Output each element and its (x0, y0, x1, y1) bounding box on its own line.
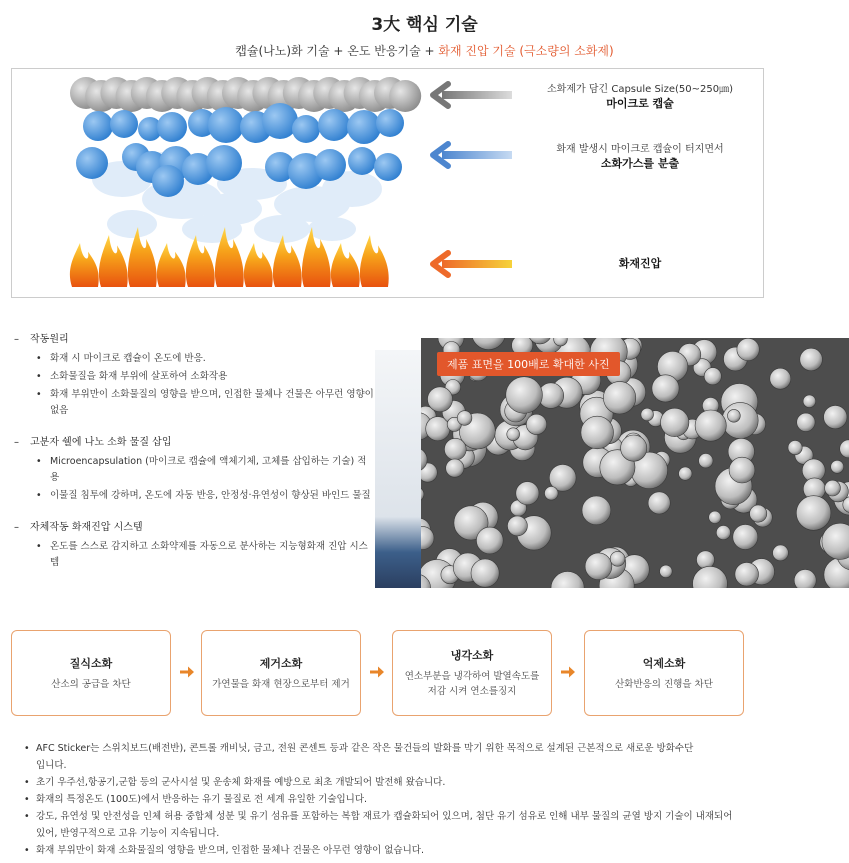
microsphere (709, 511, 721, 523)
page-subtitle (0, 42, 849, 59)
step-desc: 산소의 공급을 차단 (51, 679, 131, 690)
microsphere (797, 413, 815, 431)
microsphere (526, 414, 546, 434)
microsphere (803, 395, 816, 408)
microsphere (796, 496, 831, 531)
capsule-icon (347, 110, 381, 144)
principle-heading: – 자체작동 화재진압 시스템 (14, 522, 143, 533)
gas-cloud-icon (107, 210, 157, 238)
microsphere (831, 460, 844, 473)
flame-icon (99, 235, 128, 287)
arrow-capsule (433, 84, 512, 106)
microsphere (825, 480, 841, 496)
microsphere (699, 454, 713, 468)
capsule-icon (208, 107, 244, 143)
capsule-label (522, 83, 758, 111)
gas-label-line2: 소화가스를 분출 (600, 157, 680, 170)
microsphere (585, 553, 612, 580)
capsule-label-line1: 소화제가 담긴 Capsule Size(50~250㎛) (547, 84, 733, 95)
microsphere (506, 377, 543, 414)
microsphere (750, 505, 767, 522)
step-title: 억제소화 (642, 657, 686, 670)
microsphere (648, 492, 670, 514)
microsphere (788, 441, 802, 455)
principle-list (14, 454, 374, 504)
microsphere (471, 559, 499, 587)
microsphere (704, 368, 721, 385)
principle-block (14, 330, 374, 419)
step-title: 제거소화 (259, 657, 303, 670)
subtitle-highlight: 화재 진압 기술 (극소량의 소화제) (438, 44, 614, 58)
step-desc: 연소부분을 냉각하여 발열속도를 저감 시켜 연소를징지 (404, 671, 540, 697)
microsphere (679, 467, 692, 480)
capsule-icon (318, 109, 350, 141)
microsphere (457, 411, 472, 426)
microsphere (773, 545, 789, 561)
step-card (201, 630, 361, 716)
step-desc: 산화반응의 진행을 차단 (615, 679, 713, 690)
capsule-icon (157, 112, 187, 142)
microsphere (610, 551, 625, 566)
flame-icon (360, 235, 389, 287)
microsphere (582, 496, 611, 525)
capsule-icon (389, 80, 421, 112)
flame-icon (244, 243, 273, 287)
principle-list (14, 539, 374, 571)
list-item: • 이물질 침투에 강하며, 온도에 자동 반응, 안정성·유연성이 향상된 바인드 물질 (50, 488, 374, 504)
microsphere (581, 416, 614, 449)
microsphere (733, 525, 758, 550)
microsphere (737, 338, 759, 360)
principles-section (14, 330, 374, 585)
list-item: • 화재 부위만이 소화물질의 영향을 받으며, 인접한 물체나 건물은 아무런 영향이 없음 (50, 387, 374, 419)
capsule-icon (152, 165, 184, 197)
fire-label-text: 화재진압 (618, 257, 662, 270)
microsphere (661, 408, 689, 436)
step-card (392, 630, 552, 716)
fire-label (522, 257, 758, 271)
photo-caption-badge: 제품 표면을 100배로 확대한 사진 (437, 352, 620, 376)
step-desc: 가연물을 화재 현장으로부터 제거 (212, 679, 350, 690)
capsule-icon (376, 109, 404, 137)
notes-list (14, 740, 836, 859)
flame-icon (273, 235, 302, 287)
flame-icon (70, 243, 99, 287)
microsphere (695, 410, 726, 441)
microsphere (446, 459, 464, 477)
principle-block (14, 433, 374, 504)
microsphere (728, 409, 741, 422)
list-item: • AFC Sticker는 스위치보드(배전반), 콘트롤 캐비닛, 금고, 전원 콘센트 등과 같은 작은 물건들의 발화를 막기 위한 목적으로 설계된 근본적으로 새로운 방화수단입니다. (36, 740, 696, 774)
microsphere (476, 527, 503, 554)
list-item: • 초기 우주선,항공기,군함 등의 군사시설 및 운송체 화재를 예방으로 최초 개발되어 발전해 왔습니다. (36, 774, 836, 791)
gas-label-line1: 화재 발생시 마이크로 캡슐이 터지면서 (556, 144, 724, 155)
microsphere (770, 368, 791, 389)
microsphere (621, 435, 647, 461)
capsule-label-line2: 마이크로 캡슐 (606, 97, 674, 110)
product-photo-side (375, 350, 421, 588)
step-card (11, 630, 171, 716)
flame-icon (331, 243, 360, 287)
arrow-right-icon (369, 664, 385, 680)
principle-heading: – 작동원리 (14, 334, 69, 345)
flame-icon (157, 243, 186, 287)
step-card (584, 630, 744, 716)
microsphere (800, 348, 823, 371)
page-title: 3大 핵심 기술 (371, 15, 478, 35)
list-item: • 화재의 특정온도 (100도)에서 반응하는 유기 물질로 전 세계 유일한 기술입니다. (36, 791, 836, 808)
gas-cloud-icon (202, 193, 262, 225)
capsule-icon (314, 149, 346, 181)
arrow-gas (433, 144, 512, 166)
microsphere (444, 438, 466, 460)
list-item: • 화재 시 마이크로 캡슐이 온도에 반응. (50, 351, 374, 367)
capsule-icon (292, 115, 320, 143)
microsphere (516, 482, 539, 505)
microsphere (641, 408, 654, 421)
microsphere (545, 487, 559, 501)
principle-list (14, 351, 374, 419)
list-item: • 강도, 유연성 및 안전성을 인체 허용 중합체 성분 및 유기 섬유를 포함하는 복합 재료가 캡슐화되어 있으며, 첨단 유기 섬유로 인해 내부 물질의 균열 방지 기술이 내재되어 있어, 반영구적으로 고유 기능이 지속됩니다. (36, 808, 736, 842)
microsphere (794, 569, 816, 588)
microsphere (722, 402, 758, 438)
product-photo (375, 338, 849, 588)
microsphere (603, 382, 635, 414)
principle-heading-text: 자체작동 화재진압 시스템 (30, 522, 143, 533)
gas-label (522, 143, 758, 171)
list-item: • Microencapsulation (마이크로 캡슐에 액체기체, 고체를 삽입하는 기술) 적용 (50, 454, 374, 486)
microsphere (507, 516, 527, 536)
arrow-fire (433, 253, 512, 275)
microsphere (660, 565, 673, 578)
principle-heading: – 고분자 쉘에 나노 소화 물질 삽입 (14, 437, 172, 448)
microsphere (716, 526, 730, 540)
capsule-icon (206, 145, 242, 181)
microsphere (428, 387, 453, 412)
arrow-right-icon (560, 664, 576, 680)
microsphere (735, 562, 759, 586)
arrow-right-icon (179, 664, 195, 680)
subtitle-text: 캡슐(나노)화 기술 + 온도 반응기술 + (235, 44, 439, 58)
principle-heading-text: 작동원리 (30, 334, 69, 345)
list-item: • 온도를 스스로 감지하고 소화약제를 자동으로 분사하는 지능형화재 진압 시스템 (50, 539, 374, 571)
microsphere (824, 405, 847, 428)
microsphere (729, 457, 755, 483)
capsule-icon (374, 153, 402, 181)
capsule-icon (83, 111, 113, 141)
microsphere (652, 375, 679, 402)
step-title: 냉각소화 (450, 649, 494, 662)
principle-block (14, 518, 374, 571)
capsule-icon (76, 147, 108, 179)
capsule-icon (110, 110, 138, 138)
capsule-icon (262, 103, 298, 139)
step-title: 질식소화 (69, 657, 113, 670)
microsphere (507, 428, 520, 441)
principle-heading-text: 고분자 쉘에 나노 소화 물질 삽입 (30, 437, 172, 448)
list-item: • 화재 부위만이 화재 소화물질의 영향을 받으며, 인접한 물체나 건물은 아무런 영향이 없습니다. (36, 842, 836, 859)
capsule-diagram (11, 68, 764, 298)
capsule-icon (348, 147, 376, 175)
gas-cloud-icon (308, 217, 356, 241)
list-item: • 소화물질을 화재 부위에 살포하여 소화작용 (50, 369, 374, 385)
